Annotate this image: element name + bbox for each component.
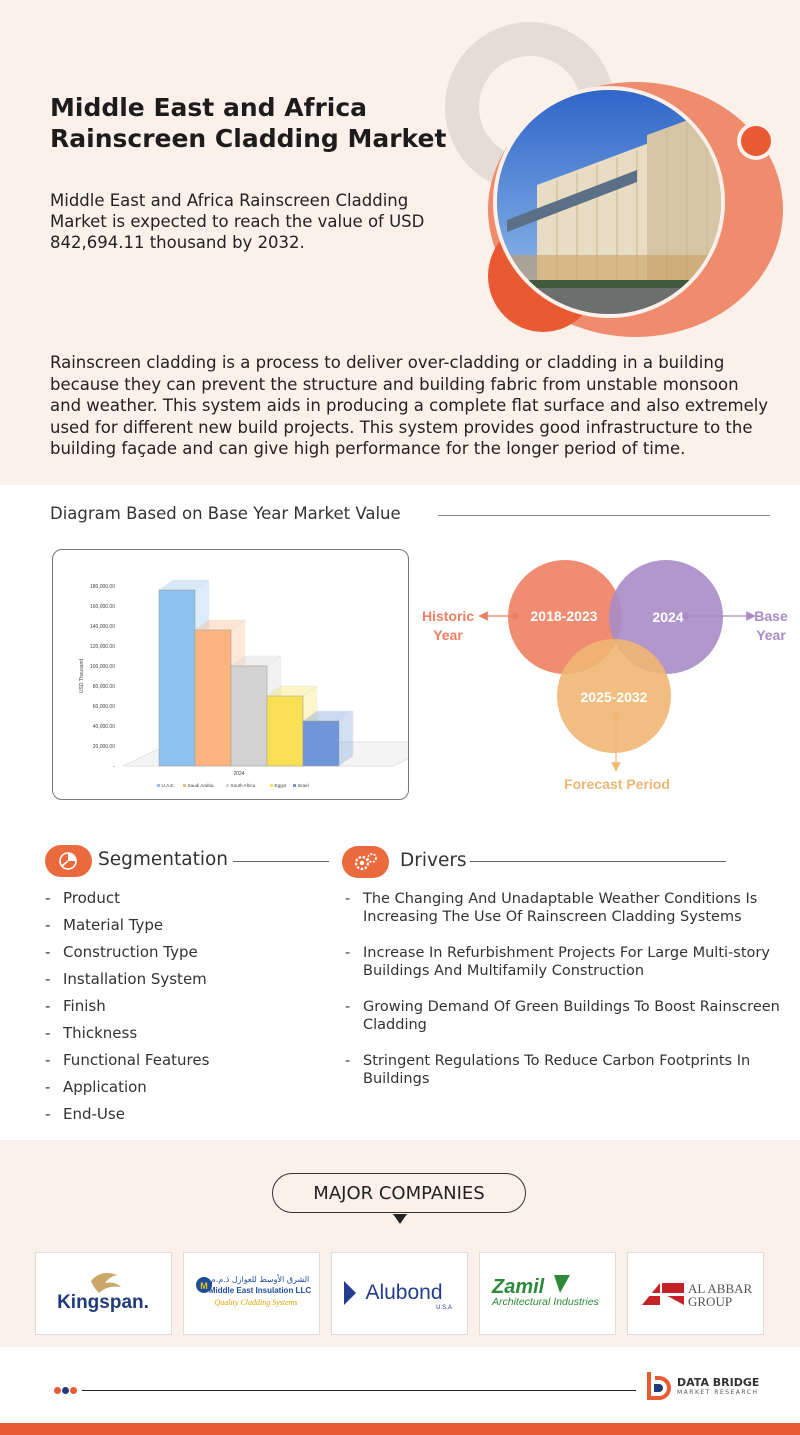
segmentation-list [45, 889, 209, 1132]
legend-label: U.A.E. [161, 783, 175, 788]
legend-swatch [183, 784, 186, 787]
footer-dot-icon [70, 1387, 77, 1394]
list-item: - Product [45, 889, 120, 907]
kingspan-lion-icon [91, 1273, 121, 1293]
historic-label: Historic Year [421, 608, 475, 643]
drivers-rule [470, 861, 726, 862]
footer-rule [82, 1390, 636, 1391]
segmentation-title: Segmentation [98, 849, 229, 870]
legend-swatch [157, 784, 160, 787]
legend-swatch [293, 784, 296, 787]
list-item: - End-Use [45, 1105, 125, 1123]
building-photo [493, 86, 725, 318]
footer-dot-icon [62, 1387, 69, 1394]
forecast-years: 2025-2032 [580, 689, 648, 705]
y-tick-label: 100,000.00 [89, 664, 115, 670]
list-item: - Finish [45, 997, 106, 1015]
mei-name: Middle East Insulation LLC [208, 1286, 312, 1295]
y-tick-label: 120,000.00 [89, 644, 115, 650]
y-tick-label: - [113, 764, 115, 770]
market-forecast-text: Middle East and Africa Rainscreen Cladding Market is expected to reach the value of USD 842,694.11 thousand by 2032. [50, 191, 425, 252]
footer-dot-icon [54, 1387, 61, 1394]
footer-brand: DATA BRIDGE [677, 1376, 760, 1389]
footer-bar [0, 1423, 800, 1435]
alubond-emblem-icon [344, 1281, 356, 1305]
zamil-check-icon [554, 1275, 570, 1293]
list-item: - Thickness [45, 1024, 138, 1042]
bar-israel [303, 721, 339, 766]
al-abbar-sub: GROUP [688, 1294, 733, 1309]
list-item: - Material Type [45, 916, 164, 934]
period-venn-diagram [418, 555, 800, 800]
mei-arabic-name: الشرق الأوسط للعوازل ذ.م.م [210, 1275, 310, 1284]
list-item: - Functional Features [45, 1051, 210, 1069]
bar-side [339, 711, 353, 766]
alubond-logo [331, 1252, 468, 1335]
bar-egypt [267, 696, 303, 766]
al-abbar-logo [627, 1252, 764, 1335]
pie-chart-icon [45, 845, 92, 877]
mei-tagline: Quality Cladding Systems [214, 1298, 298, 1307]
legend-swatch [270, 784, 273, 787]
forecast-label: Forecast Period [564, 776, 670, 792]
legend-label: Israel [297, 783, 309, 788]
segmentation-rule [233, 861, 329, 862]
y-tick-label: 20,000.00 [92, 744, 115, 750]
kingspan-name: Kingspan. [57, 1292, 149, 1313]
historic-dot [512, 613, 519, 620]
y-tick-label: 160,000.00 [89, 604, 115, 610]
middle-east-insulation-logo [183, 1252, 320, 1335]
major-companies-title: MAJOR COMPANIES [272, 1173, 526, 1213]
bar-chart [53, 550, 409, 800]
zamil-logo [479, 1252, 616, 1335]
gears-icon [342, 846, 389, 878]
y-tick-label: 80,000.00 [92, 684, 115, 690]
list-item: - Stringent Regulations To Reduce Carbon Footprints In Buildings [345, 1053, 751, 1087]
y-tick-label: 180,000.00 [89, 584, 115, 590]
kingspan-logo [35, 1252, 172, 1335]
caret-down-icon [393, 1214, 407, 1224]
base-year-value: 2024 [652, 609, 684, 625]
legend-swatch [226, 784, 229, 787]
y-tick-label: 40,000.00 [92, 724, 115, 730]
y-tick-label: 140,000.00 [89, 624, 115, 630]
list-item: - Construction Type [45, 943, 198, 961]
list-item: - Increase In Refurbishment Projects For Large Multi-story Buildings And Multifamily Construction [345, 945, 770, 979]
diagram-heading-rule [438, 515, 770, 516]
base-year-label: Base Year [754, 608, 788, 643]
list-item: - The Changing And Unadaptable Weather Conditions Is Increasing The Use Of Rainscreen Cladding Systems [345, 891, 758, 925]
zamil-sub: Architectural Industries [492, 1296, 599, 1308]
bar-saudi-arabia [195, 630, 231, 766]
drivers-title: Drivers [400, 850, 467, 871]
legend-label: South Africa [230, 783, 256, 788]
al-abbar-name: AL ABBAR [688, 1281, 753, 1296]
x-axis-label: 2024 [233, 771, 245, 777]
legend-label: Saudi Arabia [187, 783, 214, 788]
alubond-sub: U.S.A [436, 1305, 452, 1311]
diagram-heading: Diagram Based on Base Year Market Value [50, 504, 401, 523]
bar-chart-card [52, 549, 409, 800]
alubond-name: Alubond [365, 1281, 443, 1304]
drivers-list [345, 890, 795, 1106]
market-description: Rainscreen cladding is a process to deliver over-cladding or cladding in a building because they can prevent the structure and building fabric from unstable monsoon and weather. This system aids in producing a complete flat surface and also extremely used for different new build projects. This system provides good infrastructure to the building façade and can give high performance for the longer period of time. [50, 353, 769, 458]
zamil-name: Zamil [492, 1276, 545, 1298]
y-tick-label: 60,000.00 [92, 704, 115, 710]
svg-text:M: M [200, 1281, 208, 1291]
list-item: - Installation System [45, 970, 207, 988]
forecast-dot [613, 712, 620, 719]
y-axis-label: USD Thousand [79, 658, 85, 694]
list-item: - Application [45, 1078, 147, 1096]
decorative-dot [741, 126, 771, 156]
page-title: Middle East and Africa Rainscreen Cladding Market [50, 93, 447, 153]
legend-label: Egypt [274, 783, 287, 788]
footer-brand-sub: MARKET RESEARCH [677, 1389, 759, 1396]
data-bridge-logo-icon [645, 1370, 673, 1402]
historic-years: 2018-2023 [530, 608, 598, 624]
list-item: - Growing Demand Of Green Buildings To Boost Rainscreen Cladding [345, 999, 780, 1033]
bar-south-africa [231, 666, 267, 766]
bar-u-a-e [159, 590, 195, 766]
